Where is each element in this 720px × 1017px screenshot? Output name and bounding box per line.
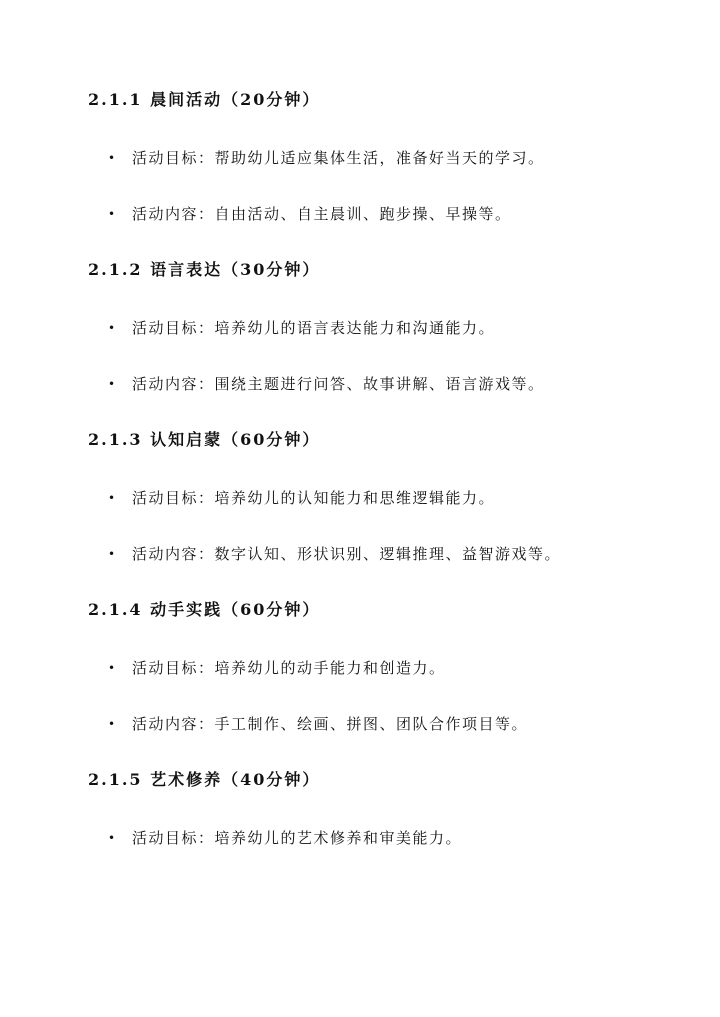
list-item xyxy=(108,374,545,394)
list-item xyxy=(108,204,512,224)
bullet-icon: • xyxy=(108,151,117,165)
section-heading: 2.1.4 动手实践（60分钟） xyxy=(88,600,321,619)
list-item-text: 活动内容：手工制作、绘画、拼图、团队合作项目等。 xyxy=(132,715,529,733)
list-item-text: 活动目标：培养幼儿的艺术修养和审美能力。 xyxy=(132,829,463,847)
section-heading: 2.1.5 艺术修养（40分钟） xyxy=(88,770,321,789)
bullet-icon: • xyxy=(108,547,117,561)
list-item xyxy=(108,544,561,564)
list-item-text: 活动内容：围绕主题进行问答、故事讲解、语言游戏等。 xyxy=(132,375,545,393)
list-item-text: 活动目标：培养幼儿的认知能力和思维逻辑能力。 xyxy=(132,489,496,507)
section-heading: 2.1.1 晨间活动（20分钟） xyxy=(88,90,321,109)
section-heading: 2.1.2 语言表达（30分钟） xyxy=(88,260,321,279)
bullet-icon: • xyxy=(108,491,117,505)
list-item xyxy=(108,828,462,848)
section-heading: 2.1.3 认知启蒙（60分钟） xyxy=(88,430,321,449)
bullet-icon: • xyxy=(108,717,117,731)
list-item-text: 活动目标：培养幼儿的动手能力和创造力。 xyxy=(132,659,446,677)
bullet-icon: • xyxy=(108,321,117,335)
bullet-icon: • xyxy=(108,207,117,221)
list-item xyxy=(108,148,545,168)
list-item-text: 活动目标：帮助幼儿适应集体生活，准备好当天的学习。 xyxy=(132,149,545,167)
bullet-icon: • xyxy=(108,831,117,845)
list-item xyxy=(108,658,446,678)
bullet-icon: • xyxy=(108,661,117,675)
list-item xyxy=(108,318,495,338)
list-item-text: 活动目标：培养幼儿的语言表达能力和沟通能力。 xyxy=(132,319,496,337)
list-item xyxy=(108,714,528,734)
bullet-icon: • xyxy=(108,377,117,391)
list-item-text: 活动内容：数字认知、形状识别、逻辑推理、益智游戏等。 xyxy=(132,545,562,563)
list-item xyxy=(108,488,495,508)
list-item-text: 活动内容：自由活动、自主晨训、跑步操、早操等。 xyxy=(132,205,512,223)
